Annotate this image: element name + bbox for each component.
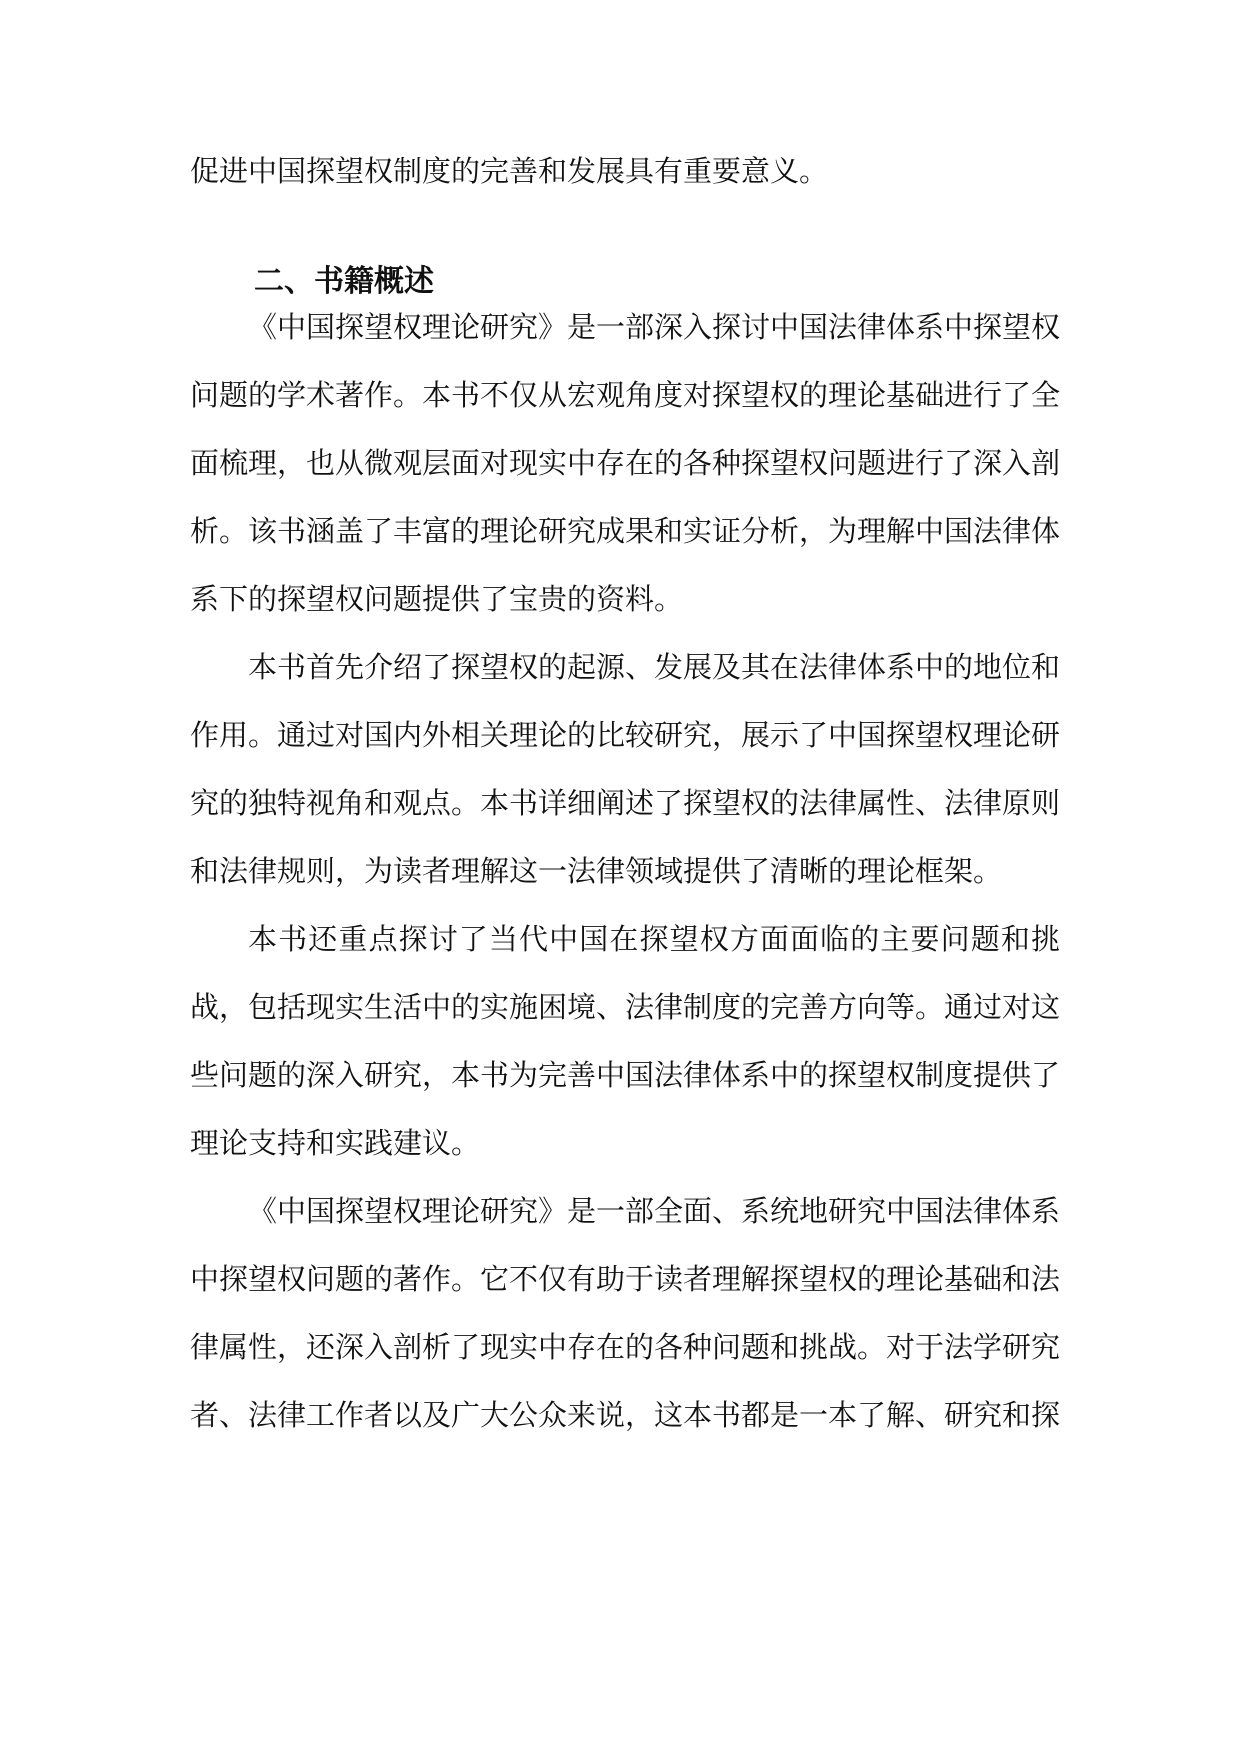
paragraph-line: 些问题的深入研究，本书为完善中国法律体系中的探望权制度提供了 xyxy=(190,1058,1061,1092)
paragraph-line: 作用。通过对国内外相关理论的比较研究，展示了中国探望权理论研 xyxy=(190,718,1061,752)
paragraph-line: 战，包括现实生活中的实施困境、法律制度的完善方向等。通过对这 xyxy=(190,990,1061,1024)
paragraph-line: 《中国探望权理论研究》是一部深入探讨中国法律体系中探望权 xyxy=(248,310,1061,344)
paragraph-line: 中探望权问题的著作。它不仅有助于读者理解探望权的理论基础和法 xyxy=(190,1262,1061,1296)
paragraph-line: 本书还重点探讨了当代中国在探望权方面面临的主要问题和挑 xyxy=(248,922,1060,956)
paragraph-line: 面梳理，也从微观层面对现实中存在的各种探望权问题进行了深入剖 xyxy=(190,446,1061,480)
paragraph-line: 理论支持和实践建议。 xyxy=(190,1126,481,1160)
paragraph-line: 究的独特视角和观点。本书详细阐述了探望权的法律属性、法律原则 xyxy=(190,786,1061,820)
section-heading: 二、书籍概述 xyxy=(254,264,434,299)
paragraph-line: 本书首先介绍了探望权的起源、发展及其在法律体系中的地位和 xyxy=(248,650,1061,684)
paragraph-line: 和法律规则，为读者理解这一法律领域提供了清晰的理论框架。 xyxy=(190,854,1003,888)
paragraph-line: 者、法律工作者以及广大公众来说，这本书都是一本了解、研究和探 xyxy=(190,1398,1061,1432)
paragraph-line: 促进中国探望权制度的完善和发展具有重要意义。 xyxy=(190,154,829,188)
paragraph-line: 系下的探望权问题提供了宝贵的资料。 xyxy=(190,582,684,616)
paragraph-line: 律属性，还深入剖析了现实中存在的各种问题和挑战。对于法学研究 xyxy=(190,1330,1061,1364)
paragraph-line: 析。该书涵盖了丰富的理论研究成果和实证分析，为理解中国法律体 xyxy=(190,514,1061,548)
paragraph-line: 《中国探望权理论研究》是一部全面、系统地研究中国法律体系 xyxy=(248,1194,1061,1228)
paragraph-line: 问题的学术著作。本书不仅从宏观角度对探望权的理论基础进行了全 xyxy=(190,378,1061,412)
